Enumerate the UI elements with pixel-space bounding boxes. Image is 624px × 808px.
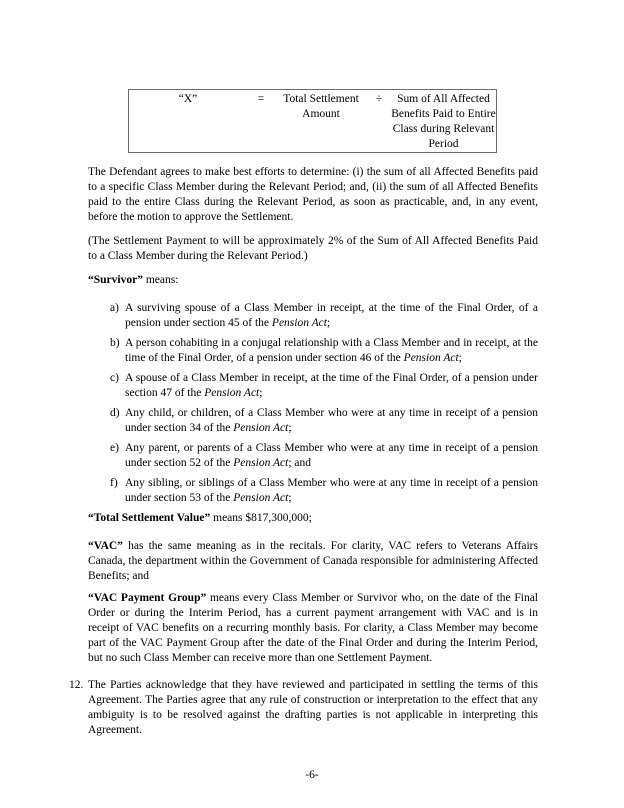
list-item-text-post: ;: [458, 352, 462, 364]
formula-cell-divide: [367, 92, 391, 107]
definition-vpg-rest: means every Class Member or Survivor who, on the date of the Final Order or during the Interim Period, has a current payment arrangement with VAC and is in receipt of VAC benefits on a recurring monthly basis. For clarity, a Class Member may become part of the VAC Payment Group after the date of the Final Order and during the Interim Period, but no such Class Member can receive more than one Settlement Payment.: [88, 592, 539, 664]
definition-survivor-lead: [88, 273, 538, 288]
survivor-list: [88, 301, 538, 506]
formula-numerator-label: Total Settlement Amount: [283, 93, 359, 120]
list-item-letter: a): [110, 302, 119, 314]
list-item-letter: b): [110, 337, 120, 349]
paragraph-settlement-note: (The Settlement Payment to will be approximately 2% of the Sum of All Affected Benefits Paid to a Class Member during the Relevant Period.): [88, 235, 538, 262]
definition-vac: [88, 539, 538, 584]
formula-table: [128, 89, 497, 153]
list-item-text-post: ;: [288, 492, 292, 504]
definition-tsv-rest: means $817,300,000;: [210, 512, 312, 524]
definition-vac-payment-group: [88, 591, 538, 666]
list-item-b: [110, 336, 538, 366]
list-item-text: [125, 371, 538, 401]
definition-vac-rest: has the same meaning as in the recitals. For clarity, VAC refers to Veterans Affairs Canada, the department within the Government of Canada responsible for administering Affected Benefits; and: [88, 540, 538, 582]
page-number: -6-: [305, 769, 319, 781]
list-item-text-post: ; and: [288, 457, 311, 469]
list-item-text-pre: Any sibling, or siblings of a Class Member who were at any time in receipt of a pension under section 53 of the: [125, 477, 538, 504]
list-item-text: [125, 476, 538, 506]
clause-number: 12.: [69, 679, 84, 691]
list-item-text: [125, 336, 538, 366]
equals-sign: =: [257, 93, 265, 105]
list-item-letter: c): [110, 372, 119, 384]
list-item-letter: d): [110, 407, 120, 419]
list-item-text-post: ;: [326, 317, 331, 329]
list-item-text: [125, 406, 538, 436]
list-item-a: [110, 301, 538, 331]
list-item-letter: f): [110, 477, 118, 489]
clause-text: The Parties acknowledge that they have reviewed and participated in settling the terms of this Agreement. The Parties agree that any rule of construction or interpretation to the effect that any ambiguity is to be resolved against the drafting parties is not applicable in interpreting this Agreement.: [88, 679, 538, 736]
document-body: [69, 89, 539, 738]
statute-name: Pension Act: [204, 387, 260, 399]
list-item-text-pre: Any child, or children, of a Class Member who were at any time in receipt of a pension under section 34 of the: [125, 407, 538, 434]
list-item-c: [110, 371, 538, 401]
list-item-text: [125, 301, 538, 331]
list-item-text-post: ;: [259, 387, 263, 399]
statute-name: Pension Act: [233, 457, 289, 469]
term-vac-payment-group: “VAC Payment Group”: [88, 592, 207, 604]
formula-cell-x: [129, 92, 247, 107]
statute-name: Pension Act: [271, 317, 327, 329]
paragraph-defendant-efforts: The Defendant agrees to make best efforts to determine: (i) the sum of all Affected Benefits paid to a specific Class Member during the Relevant Period; and, (ii) the sum of all Affected Benefits paid to the entire Class during the Relevant Period, as soon as practicable, and, in any event, before the motion to approve the Settlement.: [88, 166, 538, 223]
list-item-text-pre: A surviving spouse of a Class Member in receipt, at the time of the Final Order, of a pension under section 45 of the: [125, 302, 538, 329]
clause-12: [69, 678, 538, 738]
list-item-text-pre: Any parent, or parents of a Class Member who were at any time in receipt of a pension under section 52 of the: [125, 442, 538, 469]
statute-name: Pension Act: [403, 352, 459, 364]
statute-name: Pension Act: [233, 422, 289, 434]
formula-cell-denominator: [391, 92, 496, 152]
list-item-text-pre: A spouse of a Class Member in receipt, at the time of the Final Order, of a pension under section 47 of the: [125, 372, 538, 399]
formula-cell-equals: [247, 92, 275, 107]
formula-x-label: “X”: [178, 93, 198, 105]
definition-survivor-rest: means:: [142, 274, 179, 286]
definition-total-settlement-value: [88, 511, 538, 526]
term-survivor: “Survivor”: [88, 274, 143, 286]
list-item-text: [125, 441, 538, 471]
list-item-e: [110, 441, 538, 471]
statute-name: Pension Act: [233, 492, 289, 504]
formula-cell-numerator: [275, 92, 367, 122]
division-sign: ÷: [375, 93, 383, 105]
list-item-letter: e): [110, 442, 119, 454]
formula-denominator-label: Sum of All Affected Benefits Paid to Entire Class during Relevant Period: [391, 93, 496, 150]
list-item-text-pre: A person cohabiting in a conjugal relationship with a Class Member and in receipt, at the time of the Final Order, of a pension under section 46 of the: [125, 337, 538, 364]
term-total-settlement-value: “Total Settlement Value”: [88, 512, 211, 524]
list-item-text-post: ;: [288, 422, 292, 434]
list-item-d: [110, 406, 538, 436]
term-vac: “VAC”: [88, 540, 123, 552]
list-item-f: [110, 476, 538, 506]
